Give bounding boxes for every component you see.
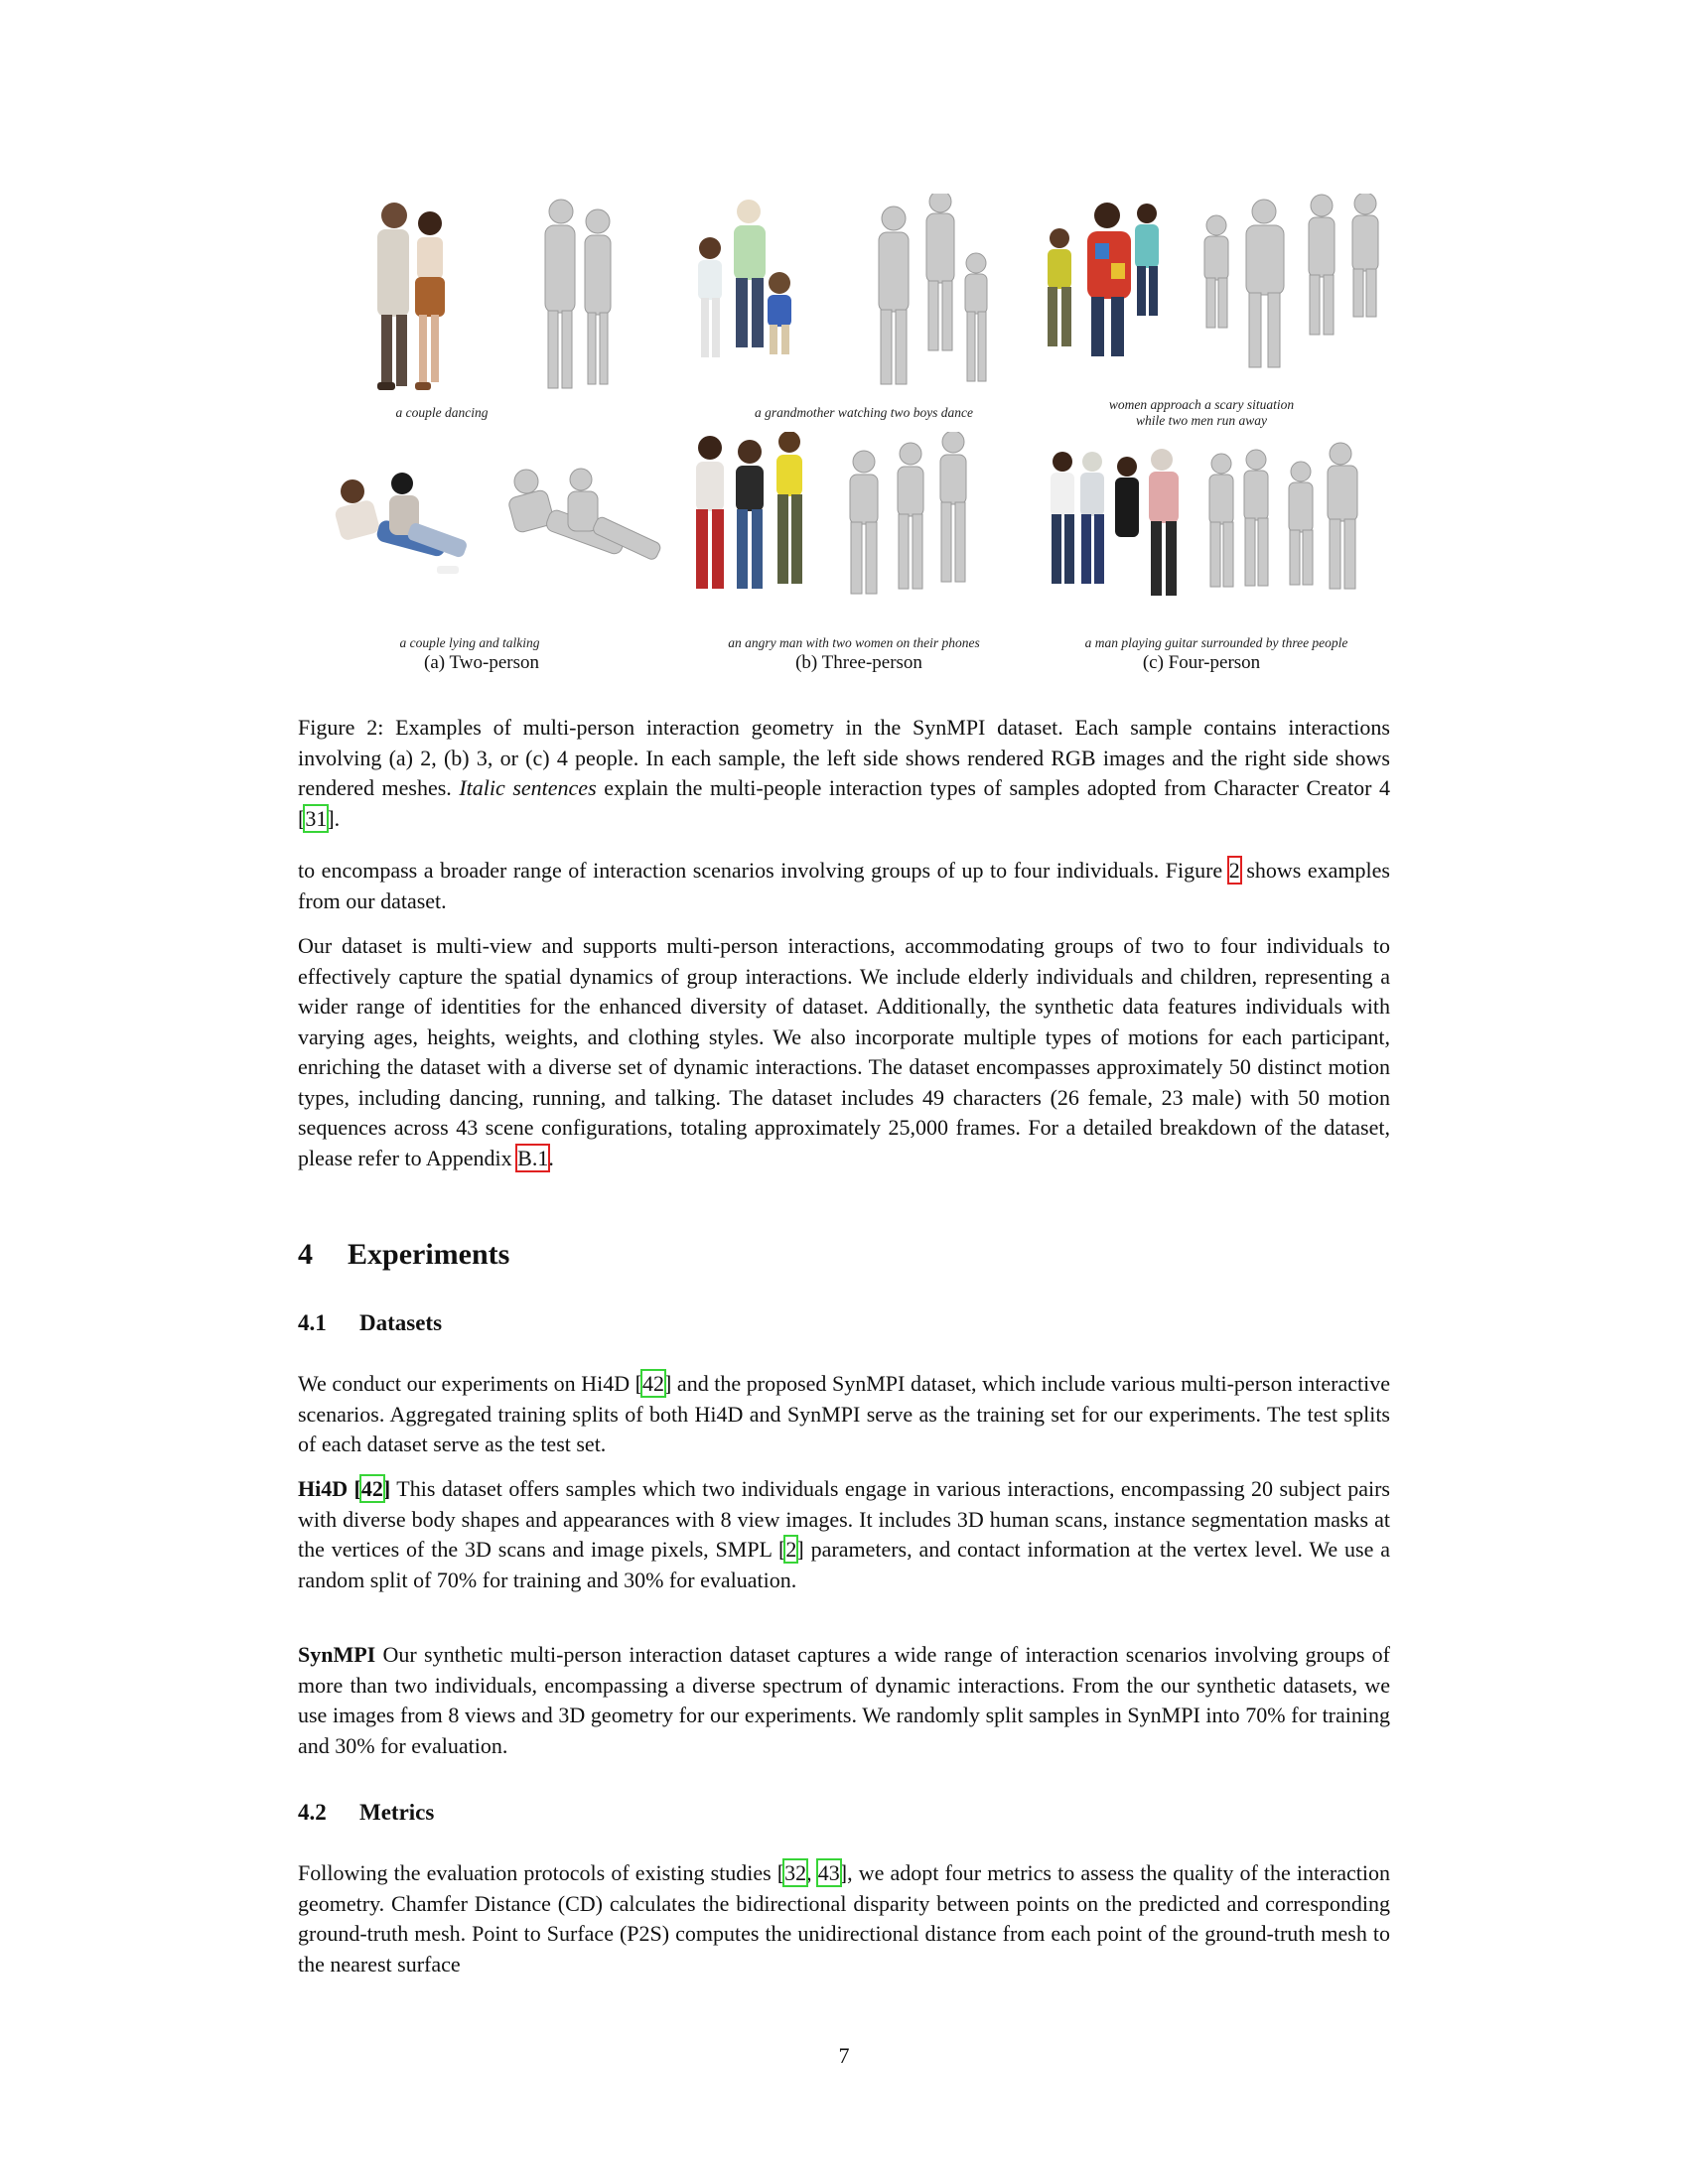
- text: ,: [806, 1860, 818, 1885]
- subcaption-b: (b) Three-person: [795, 652, 922, 673]
- citation-link[interactable]: 31: [305, 805, 328, 831]
- section-number: 4: [298, 1238, 313, 1271]
- figure-2: [298, 194, 1390, 680]
- subsection-title: Datasets: [359, 1310, 443, 1335]
- citation-link[interactable]: 2: [785, 1537, 797, 1562]
- caption-text: ].: [327, 805, 341, 831]
- citation-link[interactable]: 42: [642, 1371, 665, 1396]
- body-paragraph: [298, 1474, 1390, 1595]
- subsection-number: 4.2: [298, 1800, 327, 1825]
- paragraph-lead: ]: [382, 1476, 391, 1501]
- rgb-and-mesh-render: [680, 432, 1057, 630]
- figure-cell-scary-situation: [1038, 194, 1415, 427]
- figure-italic-caption: a couple lying and talking: [399, 635, 540, 650]
- figure-link[interactable]: 2: [1228, 858, 1240, 883]
- subsection-heading: [298, 1310, 442, 1336]
- figure-italic-caption: [1013, 397, 1390, 429]
- subsection-title: Metrics: [359, 1800, 435, 1825]
- text: shows examples from our dataset.: [298, 858, 1390, 913]
- caption-text: explain the multi-people interaction types of samples adopted from Character Creator 4 [: [298, 775, 1390, 831]
- section-heading: [298, 1238, 509, 1272]
- rgb-and-mesh-render: [328, 194, 705, 407]
- rgb-and-mesh-render: [1038, 432, 1395, 630]
- figure-cell-couple-lying: [298, 432, 675, 655]
- subcaption-a: (a) Two-person: [424, 652, 539, 673]
- figure-cell-guitar: [1038, 432, 1415, 655]
- paper-page: [298, 0, 1390, 2184]
- figure-italic-caption: a man playing guitar surrounded by three people: [1084, 635, 1348, 650]
- section-title: Experiments: [348, 1238, 510, 1271]
- citation-link[interactable]: 42: [360, 1476, 383, 1501]
- text: Following the evaluation protocols of existing studies [: [298, 1860, 785, 1885]
- figure-italic-caption: a grandmother watching two boys dance: [754, 405, 974, 420]
- text: Our synthetic multi-person interaction dataset captures a wide range of interaction scenarios involving groups of more than two individuals, encompassing a diverse spectrum of dynamic interactions. From the our synthetic datasets, we use images from 8 views and 3D geometry for our experiments. We randomly split samples in SynMPI into 70% for training and 30% for evaluation.: [298, 1642, 1390, 1758]
- body-paragraph: [298, 1369, 1390, 1460]
- text: .: [548, 1145, 554, 1170]
- body-paragraph: [298, 856, 1390, 916]
- caption-italic: Italic sentences: [459, 775, 597, 800]
- caption-text: Examples of multi-person interaction geometry in the SynMPI dataset. Each sample contains interactions involving (a) 2, (b) 3, or (c) 4 people. In each sample, the left side shows rendered RGB images and the right side shows rendered meshes.: [298, 715, 1390, 800]
- text: ] parameters, and contact information at the vertex level. We use a random split of 70% for training and 30% for evaluation.: [298, 1537, 1390, 1592]
- figure-cell-grandmother-boys: [680, 194, 1057, 427]
- text: Our dataset is multi-view and supports multi-person interactions, accommodating groups of two to four individuals to effectively capture the spatial dynamics of group interactions. We include elderly individuals and children, representing a wider range of identities for the enhanced diversity of dataset. Additionally, the synthetic data features individuals with varying ages, heights, weights, and clothing styles. We also incorporate multiple types of motions for each participant, enriching the dataset with a diverse set of dynamic interactions. The dataset encompasses approximately 50 distinct motion types, including dancing, running, and talking. The dataset includes 49 characters (26 female, 23 male) with 50 motion sequences across 43 scene configurations, totaling approximately 25,000 frames. For a detailed breakdown of the dataset, please refer to Appendix: [298, 933, 1390, 1170]
- body-paragraph: [298, 1640, 1390, 1761]
- body-paragraph: [298, 1858, 1390, 1979]
- figure-italic-caption: a couple dancing: [395, 405, 489, 420]
- text: ], we adopt four metrics to assess the quality of the interaction geometry. Chamfer Distance (CD) calculates the bidirectional disparity between points on the predicted and corresponding ground-truth mesh. Point to Surface (P2S) computes the unidirectional distance from each point of the ground-truth mesh to the nearest surface: [298, 1860, 1390, 1977]
- citation-link[interactable]: 43: [817, 1860, 840, 1885]
- subcaption-c: (c) Four-person: [1142, 652, 1261, 673]
- text: ] and the proposed SynMPI dataset, which include various multi-person interactive scenarios. Aggregated training splits of both Hi4D and SynMPI serve as the training set for our experiments. The test splits of each dataset serve as the test set.: [298, 1371, 1391, 1456]
- caption-line: while two men run away: [1136, 413, 1267, 428]
- paragraph-lead: Hi4D [: [298, 1476, 361, 1501]
- text: to encompass a broader range of interaction scenarios involving groups of up to four individuals. Figure: [298, 858, 1229, 883]
- figure-caption: [298, 713, 1390, 834]
- appendix-link[interactable]: B.1: [517, 1145, 549, 1170]
- subsection-heading: [298, 1800, 434, 1826]
- citation-link[interactable]: 32: [784, 1860, 807, 1885]
- body-paragraph: [298, 931, 1390, 1173]
- text: We conduct our experiments on Hi4D [: [298, 1371, 643, 1396]
- figure-label: Figure 2:: [298, 715, 384, 740]
- text: This dataset offers samples which two individuals engage in various interactions, encompassing 20 subject pairs with diverse body shapes and appearances with 8 view images. It includes 3D human scans, instance segmentation masks at the vertices of the 3D scans and image pixels, SMPL [: [298, 1476, 1390, 1562]
- rgb-and-mesh-render: [298, 432, 675, 630]
- rgb-and-mesh-render: [1038, 194, 1395, 392]
- figure-cell-angry-man: [680, 432, 1057, 655]
- paragraph-lead: SynMPI: [298, 1642, 376, 1667]
- figure-cell-couple-dancing: [328, 194, 705, 427]
- caption-line: women approach a scary situation: [1108, 397, 1295, 412]
- page-number: 7: [838, 2043, 850, 2068]
- rgb-and-mesh-render: [680, 194, 1057, 407]
- figure-italic-caption: an angry man with two women on their phones: [728, 635, 980, 650]
- subsection-number: 4.1: [298, 1310, 327, 1335]
